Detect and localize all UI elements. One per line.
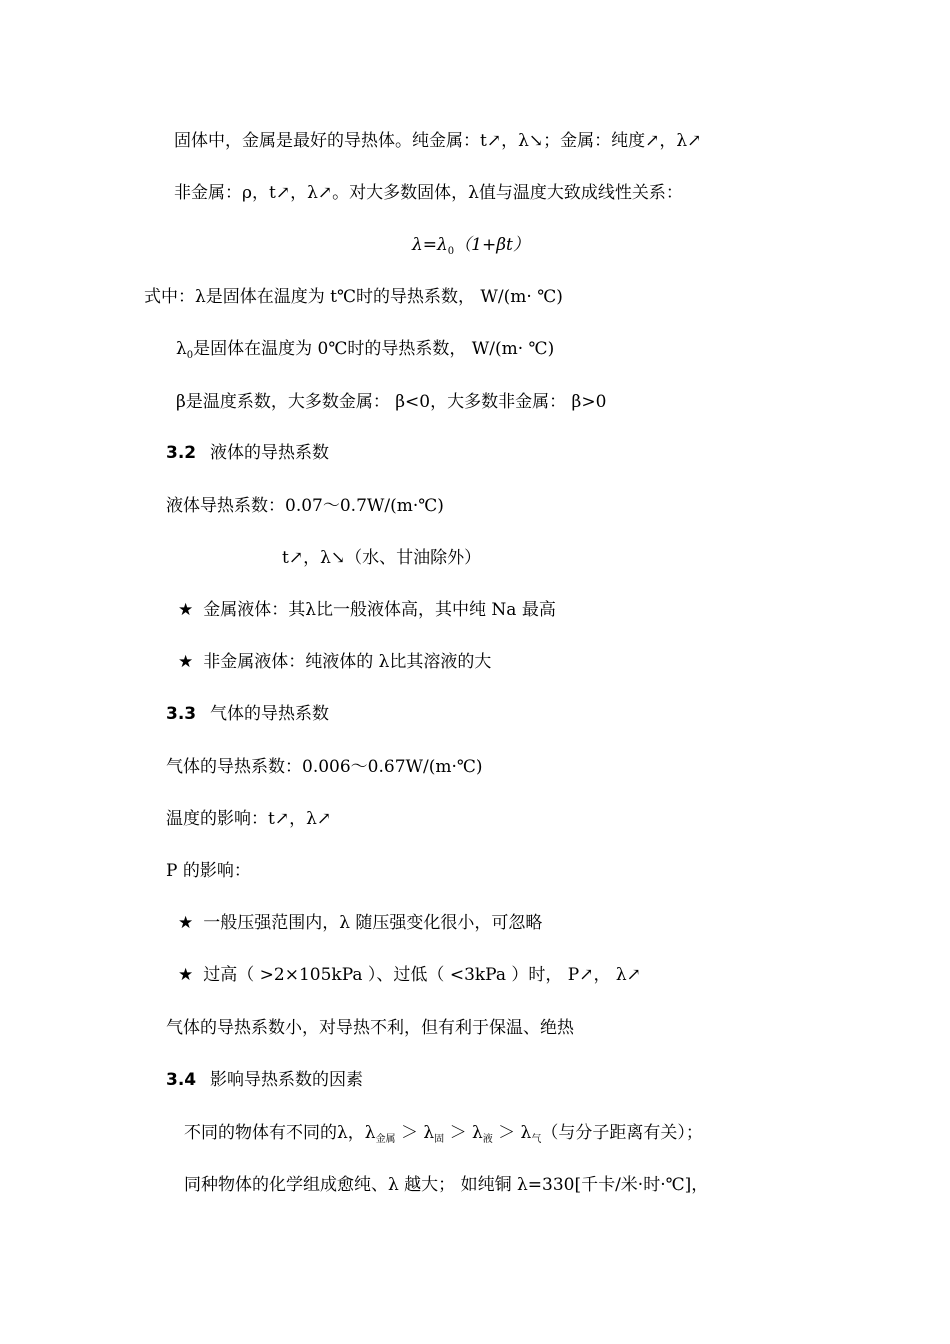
lambda-symbol: λ (176, 339, 187, 359)
bullet-metal-liquid (178, 598, 556, 622)
text-line-purity: 同种物体的化学组成愈纯、λ 越大； 如纯铜 λ=330[千卡/米·时·℃]， (184, 1175, 709, 1195)
text-line-where-lambda: 式中：λ是固体在温度为 t℃时的导热系数， W/(m· ℃) (144, 287, 563, 307)
lambda-subscript: 0 (186, 350, 194, 361)
section-heading-3-4 (166, 1068, 363, 1092)
star-icon: ★ (178, 600, 194, 620)
bullet-text: 一般压强范围内，λ 随压强变化很小，可忽略 (203, 913, 543, 933)
text-line-gas-conductivity: 气体的导热系数：0.006～0.67W/(m·℃) (166, 757, 483, 777)
bullet-text: 金属液体：其λ比一般液体高，其中纯 Na 最高 (203, 600, 556, 620)
text-line-lambda0 (176, 337, 554, 368)
formula (412, 233, 530, 264)
bullet-text: 非金属液体：纯液体的 λ比其溶液的大 (203, 652, 492, 672)
formula-rhs: （1+βt） (454, 235, 530, 255)
order-part-b: ＞ λ (400, 1123, 435, 1143)
text-line-gas-insulation: 气体的导热系数小，对导热不利，但有利于保温、绝热 (166, 1018, 574, 1038)
section-title: 气体的导热系数 (210, 704, 329, 724)
section-heading-3-2 (166, 441, 329, 465)
star-icon: ★ (178, 965, 194, 985)
text-line-pressure-effect: P 的影响： (166, 861, 251, 881)
section-number: 3.2 (166, 443, 197, 463)
text-line-solid-metals: 固体中，金属是最好的导热体。纯金属：t↗，λ↘；金属：纯度↗，λ↗ (174, 131, 702, 151)
bullet-text: 过高（ >2×105kPa ）、过低（ <3kPa ）时， P↗， λ↗ (203, 965, 641, 985)
section-number: 3.3 (166, 704, 197, 724)
order-sub-gas: 气 (531, 1134, 542, 1145)
bullet-nonmetal-liquid (178, 650, 491, 674)
text-line-liquid-conductivity: 液体导热系数：0.07～0.7W/(m·℃) (166, 496, 444, 516)
order-part-e: （与分子距离有关）； (541, 1123, 703, 1143)
section-title: 影响导热系数的因素 (210, 1070, 363, 1090)
text-line-nonmetals: 非金属：ρ，t↗，λ↗。对大多数固体，λ值与温度大致成线性关系： (174, 183, 683, 203)
text-line-lambda-order (184, 1121, 703, 1152)
text-line-temperature-effect: 温度的影响：t↗，λ↗ (166, 809, 332, 829)
order-sub-metal: 金属 (375, 1134, 396, 1145)
bullet-pressure-normal (178, 911, 542, 935)
order-part-c: ＞ λ (449, 1123, 483, 1143)
text-line-liquid-trend: t↗，λ↘（水、甘油除外） (282, 548, 482, 568)
section-title: 液体的导热系数 (210, 443, 329, 463)
order-part-a: 不同的物体有不同的λ，λ (184, 1123, 376, 1143)
star-icon: ★ (178, 913, 194, 933)
order-part-d: ＞ λ (498, 1123, 532, 1143)
order-sub-solid: 固 (434, 1134, 445, 1145)
section-heading-3-3 (166, 702, 329, 726)
text-line-beta: β是温度系数，大多数金属： β<0，大多数非金属： β>0 (176, 392, 607, 412)
section-number: 3.4 (166, 1070, 197, 1090)
order-sub-liquid: 液 (482, 1134, 493, 1145)
formula-lhs: λ=λ (412, 235, 448, 255)
lambda0-text: 是固体在温度为 0℃时的导热系数， W/(m· ℃) (193, 339, 555, 359)
formula-subscript: 0 (447, 246, 455, 257)
star-icon: ★ (178, 652, 194, 672)
bullet-pressure-extreme (178, 963, 641, 987)
